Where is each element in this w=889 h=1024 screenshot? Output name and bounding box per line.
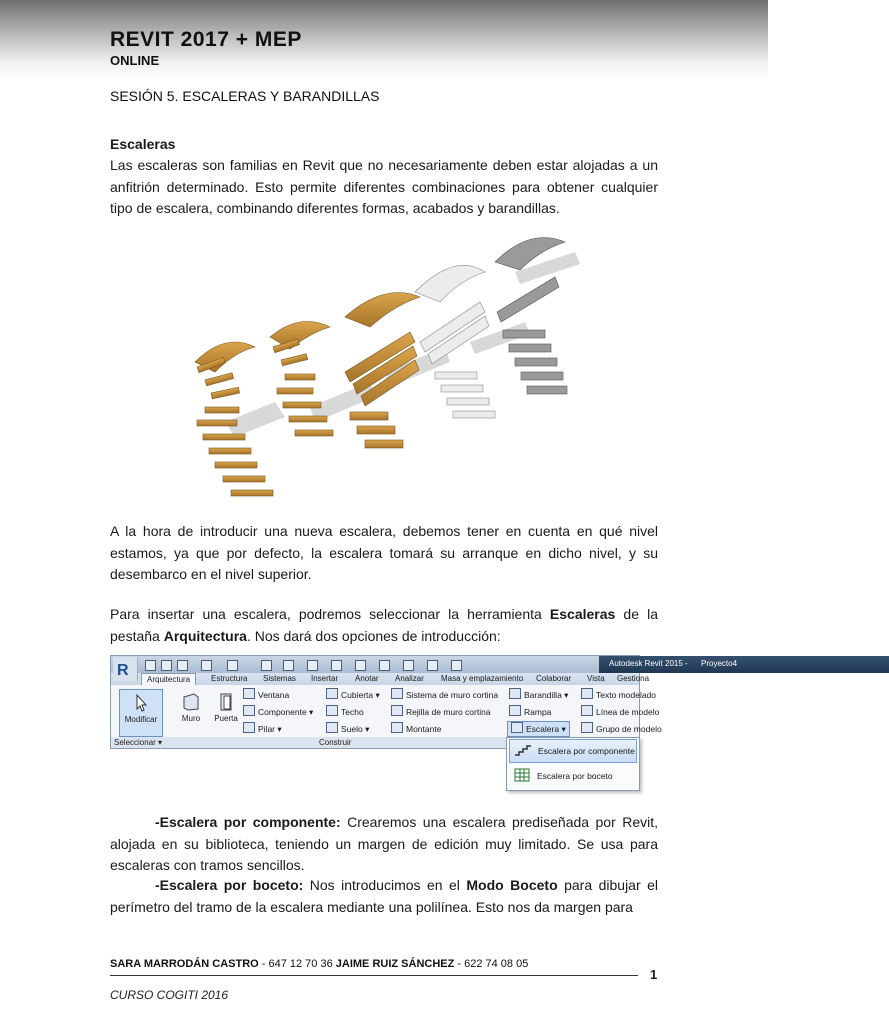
option-sketch-text-1: Nos introducimos en el: [303, 877, 467, 893]
mullion-icon: [391, 722, 403, 733]
option-component-paragraph: [110, 812, 658, 877]
footer-authors: [110, 958, 528, 970]
roof-label: Cubierta: [341, 690, 374, 700]
floor-label: Suelo: [341, 724, 363, 734]
stair-by-component-label: Escalera por componente: [538, 746, 635, 756]
window-icon: [243, 688, 255, 699]
component-tool[interactable]: Componente ▾: [243, 705, 313, 719]
ceiling-icon: [326, 705, 338, 716]
option-sketch-term: -Escalera por boceto:: [155, 877, 304, 893]
floor-tool[interactable]: Suelo ▾: [326, 722, 369, 736]
model-text-icon: [581, 688, 593, 699]
course-name: CURSO COGITI 2016: [110, 988, 229, 1002]
modify-button[interactable]: [119, 689, 163, 737]
stair-by-component-option[interactable]: [509, 739, 637, 763]
sync-icon[interactable]: [177, 660, 188, 671]
revit-ribbon: [110, 655, 738, 749]
author-2-phone: - 622 74 08 05: [454, 958, 529, 970]
curtain-grid-icon: [391, 705, 403, 716]
stairs-illustration: [185, 222, 585, 507]
stairs-tool-ref: Escaleras: [549, 606, 616, 622]
tab-insertar[interactable]: Insertar: [311, 674, 339, 683]
author-1-name: SARA MARRODÁN CASTRO: [110, 958, 259, 970]
model-line-label: Línea de modelo: [596, 707, 660, 717]
insert-paragraph: [110, 604, 658, 647]
railing-tool[interactable]: Barandilla ▾: [509, 688, 568, 702]
redo-icon[interactable]: [227, 660, 238, 671]
tab-vista[interactable]: Vista: [587, 674, 605, 683]
stair-label: Escalera: [526, 724, 560, 734]
stair-by-sketch-option[interactable]: [509, 765, 635, 787]
tab-colaborar[interactable]: Colaborar: [536, 674, 572, 683]
dimension-icon[interactable]: [283, 660, 294, 671]
document-subtitle: ONLINE: [110, 53, 160, 68]
ramp-label: Rampa: [524, 707, 552, 717]
session-title: SESIÓN 5. ESCALERAS Y BARANDILLAS: [110, 88, 380, 104]
model-text-label: Texto modelado: [596, 690, 657, 700]
model-group-tool[interactable]: [581, 722, 662, 736]
roof-icon: [326, 688, 338, 699]
column-icon: [243, 722, 255, 733]
tab-sistemas[interactable]: Sistemas: [263, 674, 296, 683]
model-group-icon: [581, 722, 593, 733]
author-2-name: JAIME RUIZ SÁNCHEZ: [335, 958, 455, 970]
model-group-label: Grupo de modelo: [596, 724, 662, 734]
curtain-grid-label: Rejilla de muro cortina: [406, 707, 491, 717]
tab-analizar[interactable]: Analizar: [395, 674, 424, 683]
window-tool[interactable]: [243, 688, 289, 702]
stair-sketch-icon: [513, 768, 531, 782]
svg-text:R: R: [117, 662, 129, 679]
architecture-tab-ref: Arquitectura: [163, 627, 247, 644]
section-heading: Escaleras: [110, 136, 176, 152]
stair-dropdown: [506, 737, 640, 791]
tab-gestiona[interactable]: Gestiona: [617, 674, 650, 683]
option-sketch-text-2: para dibujar el perímetro del tramo de la escalera mediante una polilínea. Esto nos da margen para: [110, 877, 658, 915]
ceiling-label: Techo: [341, 707, 364, 717]
ramp-icon: [509, 705, 521, 716]
thin-lines-icon[interactable]: [379, 660, 390, 671]
wood-l-stair: [345, 293, 420, 449]
text-icon[interactable]: [307, 660, 318, 671]
option-sketch-paragraph: [110, 875, 658, 918]
window-label: Ventana: [258, 690, 290, 700]
app-title: Autodesk Revit 2015 -: [609, 659, 688, 668]
option-component-term: -Escalera por componente:: [155, 814, 341, 830]
mullion-tool[interactable]: [391, 722, 441, 736]
component-label: Componente: [258, 707, 307, 717]
component-icon: [243, 705, 255, 716]
curtain-system-label: Sistema de muro cortina: [406, 690, 499, 700]
wall-label: Muro: [181, 714, 201, 723]
stair-tool[interactable]: Escalera ▾: [507, 721, 570, 737]
insert-text-2: de la pestaña: [110, 606, 658, 644]
stair-component-icon: [514, 743, 532, 757]
document-title: REVIT 2017 + MEP: [110, 28, 302, 51]
curtain-grid-tool[interactable]: [391, 705, 491, 719]
project-name: Proyecto4: [701, 659, 738, 668]
model-line-icon: [581, 705, 593, 716]
model-text-tool[interactable]: [581, 688, 656, 702]
close-views-icon[interactable]: [403, 660, 414, 671]
level-paragraph: A la hora de introducir una nueva escalera, debemos tener en cuenta en qué nivel estamos, ya que por defecto, la escalera tomará su arranque en dicho nivel, y su desembarco en el nivel superior.: [110, 523, 658, 582]
stair-by-sketch-label: Escalera por boceto: [537, 771, 613, 781]
column-label: Pilar: [258, 724, 276, 734]
sketch-mode-ref: Modo Boceto: [466, 877, 558, 893]
door-button[interactable]: [211, 689, 241, 735]
footer-rule: [110, 975, 638, 976]
wall-button[interactable]: [177, 689, 205, 735]
column-tool[interactable]: Pilar ▾: [243, 722, 282, 736]
curtain-system-tool[interactable]: [391, 688, 498, 702]
tab-arquitectura[interactable]: Arquitectura: [141, 673, 196, 686]
tab-estructura[interactable]: Estructura: [211, 674, 248, 683]
wall-icon: [180, 693, 202, 711]
door-label: Puerta: [214, 714, 238, 723]
open-icon[interactable]: [145, 660, 156, 671]
cursor-icon: [130, 694, 152, 712]
quick-access-toolbar: [111, 656, 738, 673]
mullion-label: Montante: [406, 724, 442, 734]
tab-masa[interactable]: Masa y emplazamiento: [441, 674, 524, 683]
ribbon-tabs: [111, 673, 650, 685]
ceiling-tool[interactable]: [326, 705, 364, 719]
author-1-phone: - 647 12 70 36: [258, 958, 336, 970]
modify-label: Modificar: [124, 715, 158, 724]
insert-text-1: Para insertar una escalera, podremos seleccionar la herramienta: [110, 606, 550, 622]
page-number: 1: [650, 967, 658, 982]
model-line-tool[interactable]: [581, 705, 659, 719]
railing-icon: [509, 688, 521, 699]
undo-icon[interactable]: [201, 660, 212, 671]
qat-customize-icon[interactable]: [451, 660, 462, 671]
switch-windows-icon[interactable]: [427, 660, 438, 671]
option-component-text: Crearemos una escalera prediseñada por Revit, alojada en su biblioteca, teniendo un margen de edición muy limitado. Se usa para escaleras con tramos sencillos.: [110, 814, 658, 873]
intro-paragraph: Las escaleras son familias en Revit que no necesariamente deben estar alojadas a un anfitrión determinado. Esto permite diferentes combinaciones para obtener cualquier tipo de escalera, combinando diferentes formas, acabados y barandillas.: [110, 157, 658, 216]
select-panel-label[interactable]: Seleccionar ▾: [114, 738, 163, 747]
section-icon[interactable]: [355, 660, 366, 671]
floor-icon: [326, 722, 338, 733]
railing-label: Barandilla: [524, 690, 562, 700]
roof-tool[interactable]: Cubierta ▾: [326, 688, 380, 702]
stair-icon: [511, 722, 523, 733]
measure-icon[interactable]: [261, 660, 272, 671]
tab-anotar[interactable]: Anotar: [355, 674, 379, 683]
revit-logo-icon[interactable]: [113, 657, 138, 681]
ramp-tool[interactable]: [509, 705, 551, 719]
insert-text-3: . Nos dará dos opciones de introducción:: [246, 627, 501, 644]
save-icon[interactable]: [161, 660, 172, 671]
door-icon: [215, 693, 237, 711]
3d-view-icon[interactable]: [331, 660, 342, 671]
build-panel-label: Construir: [319, 738, 352, 747]
curtain-system-icon: [391, 688, 403, 699]
